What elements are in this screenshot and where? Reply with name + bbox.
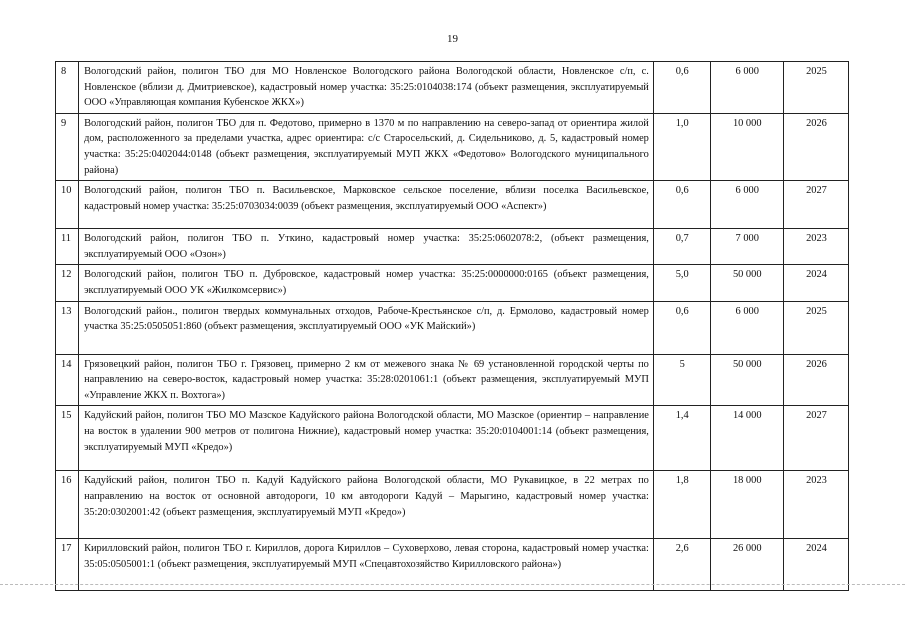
landfill-registry-table xyxy=(55,61,849,591)
object-description: Вологодский район, полигон ТБО п. Уткино, кадастровый номер участка: 35:25:0602078:2, (объект размещения, эксплуатируемый ООО «Озон») xyxy=(79,229,654,265)
table-row xyxy=(56,301,849,354)
area-value: 1,0 xyxy=(653,113,710,180)
year-value: 2025 xyxy=(783,62,848,114)
area-value: 5 xyxy=(653,354,710,406)
object-description: Вологодский район., полигон твердых коммунальных отходов, Рабоче-Крестьянское с/п, д. Ермолово, кадастровый номер участка 35:25:0505051:860 (объект размещения, эксплуатируемый ООО «УК Майский») xyxy=(79,301,654,354)
area-value: 2,6 xyxy=(653,539,710,591)
capacity-value: 18 000 xyxy=(710,471,783,539)
table-row xyxy=(56,181,849,229)
area-value: 0,6 xyxy=(653,62,710,114)
area-value: 1,8 xyxy=(653,471,710,539)
capacity-value: 10 000 xyxy=(710,113,783,180)
row-number: 10 xyxy=(56,181,79,229)
row-number: 11 xyxy=(56,229,79,265)
scan-edge-divider xyxy=(0,584,905,585)
row-number: 15 xyxy=(56,406,79,471)
capacity-value: 6 000 xyxy=(710,62,783,114)
year-value: 2025 xyxy=(783,301,848,354)
row-number: 16 xyxy=(56,471,79,539)
capacity-value: 50 000 xyxy=(710,354,783,406)
area-value: 0,6 xyxy=(653,181,710,229)
row-number: 14 xyxy=(56,354,79,406)
table-row xyxy=(56,265,849,301)
capacity-value: 6 000 xyxy=(710,181,783,229)
table-row xyxy=(56,113,849,180)
year-value: 2023 xyxy=(783,471,848,539)
capacity-value: 14 000 xyxy=(710,406,783,471)
object-description: Вологодский район, полигон ТБО для МО Новленское Вологодского района Вологодской области, Новленское с/п, с. Новленское (вблизи д. Дмитриевское), кадастровый номер участка: 35:25:0104038:174 (объект размещения, эксплуатируемый ООО «Управляющая компания Кубенское ЖКХ») xyxy=(79,62,654,114)
area-value: 5,0 xyxy=(653,265,710,301)
row-number: 8 xyxy=(56,62,79,114)
object-description: Кадуйский район, полигон ТБО МО Мазское Кадуйского района Вологодской области, МО Мазское (ориентир – направление на восток в удалении 900 метров от полигона Нижние), кадастровый номер участка: 35:20:0104001:14 (объект размещения, эксплуатируемый МУП «Кредо») xyxy=(79,406,654,471)
row-number: 9 xyxy=(56,113,79,180)
table-row xyxy=(56,229,849,265)
area-value: 0,7 xyxy=(653,229,710,265)
object-description: Грязовецкий район, полигон ТБО г. Грязовец, примерно 2 км от межевого знака № 69 установленной городской черты по направлению на северо-восток, кадастровый номер участка: 35:28:0201061:1 (объект размещения, эксплуатируемый МУП «Управление ЖКХ п. Вохтога») xyxy=(79,354,654,406)
capacity-value: 6 000 xyxy=(710,301,783,354)
year-value: 2026 xyxy=(783,354,848,406)
object-description: Вологодский район, полигон ТБО п. Дубровское, кадастровый номер участка: 35:25:0000000:0165 (объект размещения, эксплуатируемый ООО УК «Жилкомсервис») xyxy=(79,265,654,301)
table-row xyxy=(56,539,849,591)
year-value: 2027 xyxy=(783,406,848,471)
row-number: 13 xyxy=(56,301,79,354)
area-value: 0,6 xyxy=(653,301,710,354)
year-value: 2026 xyxy=(783,113,848,180)
object-description: Кадуйский район, полигон ТБО п. Кадуй Кадуйского района Вологодской области, МО Рукавицкое, в 22 метрах по направлению на восток от основной автодороги, 10 км автодороги Кадуй – Марыгино, кадастровый номер участка: 35:20:0302001:42 (объект размещения, эксплуатируемый МУП «Кредо») xyxy=(79,471,654,539)
year-value: 2023 xyxy=(783,229,848,265)
area-value: 1,4 xyxy=(653,406,710,471)
capacity-value: 7 000 xyxy=(710,229,783,265)
table-row xyxy=(56,62,849,114)
page-number: 19 xyxy=(447,33,458,45)
object-description: Кирилловский район, полигон ТБО г. Кириллов, дорога Кириллов – Суховерхово, левая сторона, кадастровый номер участка: 35:05:0505001:1 (объект размещения, эксплуатируемый МУП «Спецавтохозяйство Кирилловского района») xyxy=(79,539,654,591)
year-value: 2024 xyxy=(783,265,848,301)
object-description: Вологодский район, полигон ТБО для п. Федотово, примерно в 1370 м по направлению на северо-запад от ориентира жилой дом, расположенного за пределами участка, адрес ориентира: с/с Старосельский, д. Сидельниково, д. 5, кадастровый номер участка: 35:25:0402044:0148 (объект размещения, эксплуатируемый МУП ЖКХ «Федотово» Вологодского муниципального района) xyxy=(79,113,654,180)
table-row xyxy=(56,406,849,471)
capacity-value: 50 000 xyxy=(710,265,783,301)
year-value: 2024 xyxy=(783,539,848,591)
capacity-value: 26 000 xyxy=(710,539,783,591)
table-row xyxy=(56,354,849,406)
table-row xyxy=(56,471,849,539)
object-description: Вологодский район, полигон ТБО п. Васильевское, Марковское сельское поселение, вблизи поселка Васильевское, кадастровый номер участка: 35:25:0703034:0039 (объект размещения, эксплуатируемый ООО «Аспект») xyxy=(79,181,654,229)
year-value: 2027 xyxy=(783,181,848,229)
row-number: 12 xyxy=(56,265,79,301)
row-number: 17 xyxy=(56,539,79,591)
